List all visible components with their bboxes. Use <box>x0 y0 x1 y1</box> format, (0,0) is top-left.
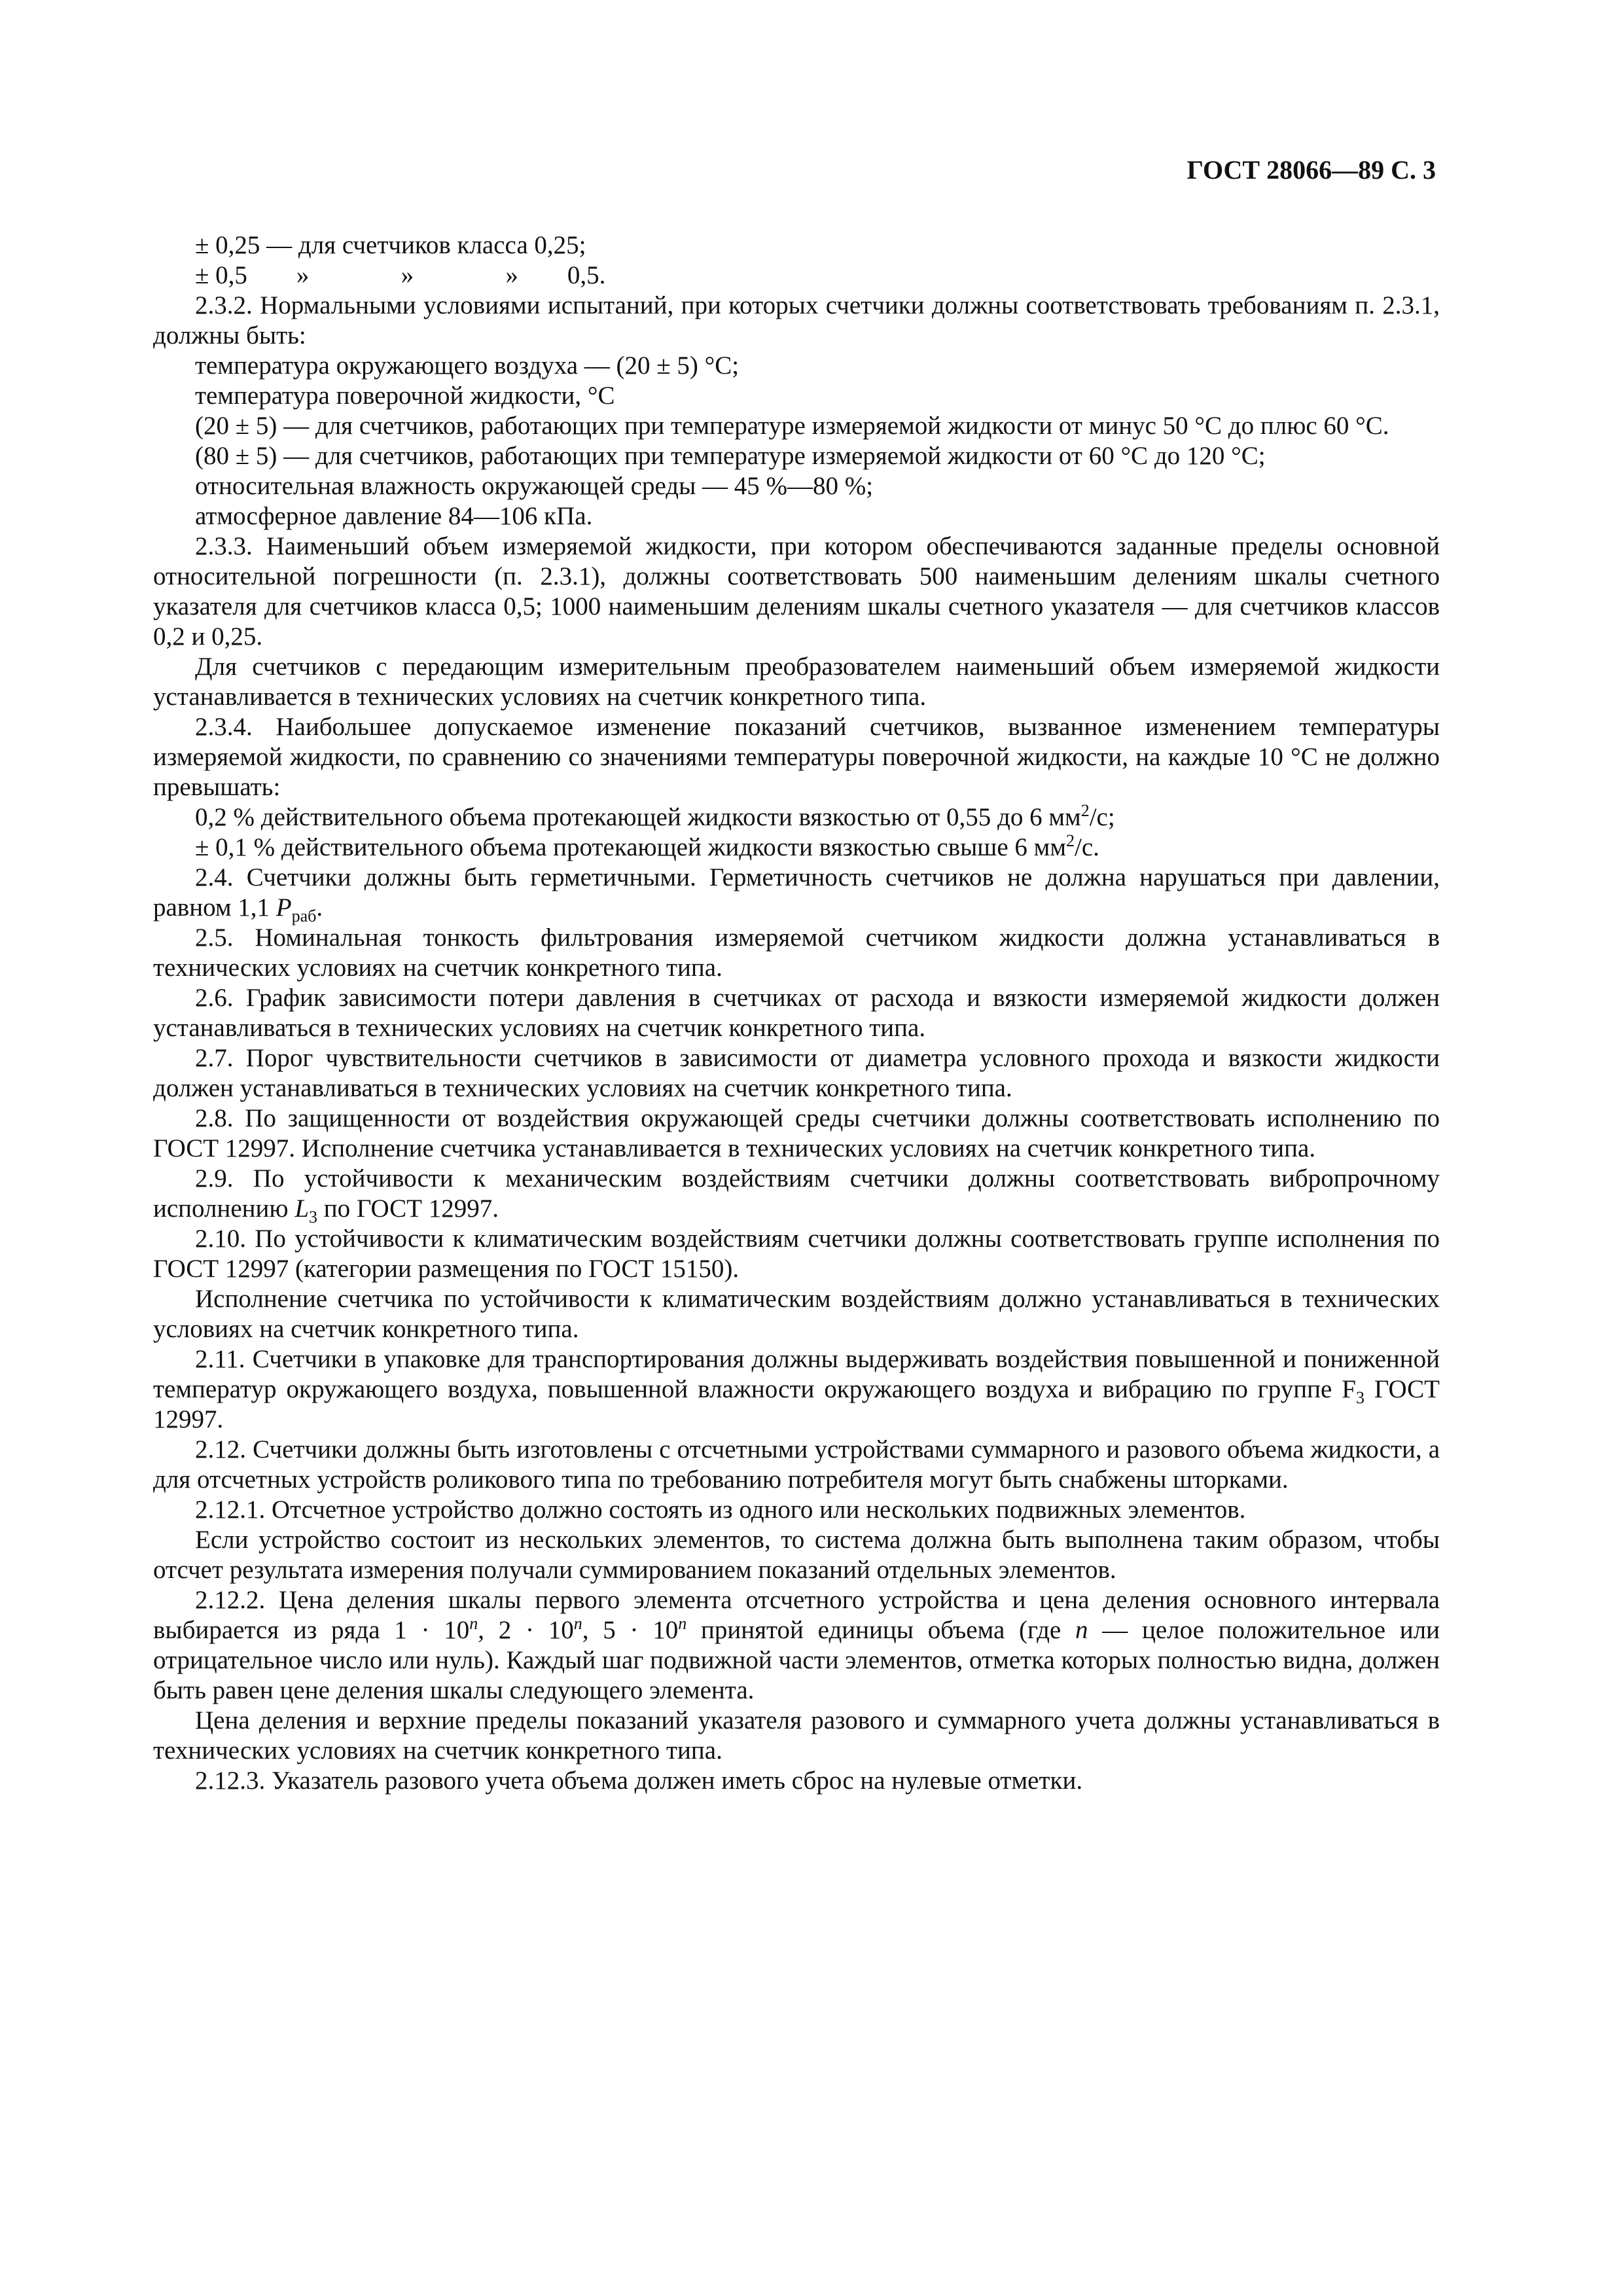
section-number: 2.9. <box>195 1164 234 1193</box>
page-header: ГОСТ 28066—89 С. 3 <box>1186 155 1436 185</box>
paragraph-2-11: 2.11. Счетчики в упаковке для транспортирования должны выдерживать воздействия повышенной и пониженной температур окружающего воздуха, повышенной влажности окружающего воздуха и вибрацию по группе $F_3$ ГОСТ 12997. <box>153 1345 1440 1433</box>
condition-item: температура поверочной жидкости, °С <box>195 382 615 410</box>
paragraph-2-6: 2.6. График зависимости потери давления в счетчиках от расхода и вязкости измеряемой жидкости должен устанавливаться в технических условиях на счетчик конкретного типа. <box>153 984 1440 1042</box>
section-number: 2.5. <box>195 924 234 952</box>
paragraph-2-3-2 <box>153 291 1440 351</box>
section-number: 2.12.1. <box>195 1496 266 1524</box>
condition-item: (20 ± 5) — для счетчиков, работающих при температуре измеряемой жидкости от минус 50 °С до плюс 60 °С. <box>195 412 1389 440</box>
section-number: 2.3.2. <box>195 291 253 319</box>
section-number: 2.11. <box>195 1345 245 1373</box>
paragraph-2-3-3 <box>153 531 1440 652</box>
paragraph-2-10: 2.10. По устойчивости к климатическим воздействиям счетчики должны соответствовать группе исполнения по ГОСТ 12997 (категории размещения по ГОСТ 15150). <box>153 1225 1440 1283</box>
ditto-mark-1: » <box>296 261 310 289</box>
section-number: 2.10. <box>195 1225 246 1253</box>
condition-item: температура окружающего воздуха — (20 ± 5) °С; <box>195 351 740 380</box>
paragraph-2-12-2: 2.12.2. Цена деления шкалы первого элемента отсчетного устройства и цена деления основного интервала выбирается из ряда $1 \cdot 10^n$, $2 \cdot 10^n$, $5 \cdot 10^n$ принятой единицы объема (где n — целое положительное или отрицательное число или нуль). Каждый шаг подвижной части элементов, отметка которых полностью видна, должен быть равен цене деления шкалы следующего элемента. <box>153 1586 1440 1704</box>
section-number: 2.6. <box>195 984 234 1012</box>
paragraph-2-12: 2.12. Счетчики должны быть изготовлены с отсчетными устройствами суммарного и разового объема жидкости, а для отсчетных устройств роликового типа по требованию потребителя могут быть снабжены шторками. <box>153 1435 1440 1494</box>
paragraph-2-3-4 <box>153 712 1440 802</box>
section-number: 2.8. <box>195 1104 234 1132</box>
condition-item: относительная влажность окружающей среды — 45 %—80 %; <box>195 472 874 500</box>
paragraph-2-12-2-cont: Цена деления и верхние пределы показаний указателя разового и суммарного учета должны устанавливаться в технических условиях на счетчик конкретного типа. <box>153 1706 1440 1765</box>
paragraph-2-9: 2.9. По устойчивости к механическим воздействиям счетчики должны соответствовать вибропрочному исполнению $L_3$ по ГОСТ 12997. <box>153 1164 1440 1227</box>
viscosity-item-1: 0,2 % действительного объема протекающей жидкости вязкостью от 0,55 до 6 $мм^2/с$; <box>195 801 1115 831</box>
ditto-mark-3: » <box>505 261 518 289</box>
paragraph-2-4: 2.4. Счетчики должны быть герметичными. Герметичность счетчиков не должна нарушаться при давлении, равном 1,1 $P_{раб}$. <box>153 863 1440 925</box>
section-number: 2.12.3. <box>195 1767 266 1795</box>
class-value: 0,5. <box>567 261 606 289</box>
paragraph-2-12-3: 2.12.3. Указатель разового учета объема должен иметь сброс на нулевые отметки. <box>195 1767 1083 1795</box>
paragraph-text: Наименьший объем измеряемой жидкости, при котором обеспечиваются заданные пределы основной относительной погрешности (п. 2.3.1), должны соответствовать 500 наименьшим делениям шкалы счетного указателя для счетчиков класса 0,5; 1000 наименьшим делениям шкалы счетного указателя — для счетчиков классов 0,2 и 0,25. <box>153 532 1440 651</box>
viscosity-item-2: ± 0,1 % действительного объема протекающей жидкости вязкостью свыше 6 $мм^2/с$. <box>195 831 1099 861</box>
tolerance-line-1: ± 0,25 — для счетчиков класса 0,25; <box>195 231 586 259</box>
paragraph-2-7: 2.7. Порог чувствительности счетчиков в зависимости от диаметра условного прохода и вязкости жидкости должен устанавливаться в технических условиях на счетчик конкретного типа. <box>153 1044 1440 1102</box>
paragraph-2-12-1: 2.12.1. Отсчетное устройство должно состоять из одного или нескольких подвижных элементов. <box>195 1496 1246 1524</box>
paragraph-text: Нормальными условиями испытаний, при которых счетчики должны соответствовать требованиям п. 2.3.1, должны быть: <box>153 291 1440 350</box>
paragraph-2-3-3-cont: Для счетчиков с передающим измерительным преобразователем наименьший объем измеряемой жидкости устанавливается в технических условиях на счетчик конкретного типа. <box>153 653 1440 711</box>
ditto-mark-2: » <box>401 261 414 289</box>
paragraph-2-8: 2.8. По защищенности от воздействия окружающей среды счетчики должны соответствовать исполнению по ГОСТ 12997. Исполнение счетчика устанавливается в технических условиях на счетчик конкретного типа. <box>153 1104 1440 1162</box>
section-number: 2.12.2. <box>195 1586 266 1614</box>
condition-item: (80 ± 5) — для счетчиков, работающих при температуре измеряемой жидкости от 60 °С до 120 °С; <box>195 442 1266 470</box>
paragraph-2-10-cont: Исполнение счетчика по устойчивости к климатическим воздействиям должно устанавливаться в технических условиях на счетчик конкретного типа. <box>153 1285 1440 1343</box>
section-number: 2.12. <box>195 1435 246 1463</box>
section-number: 2.4. <box>195 863 234 891</box>
paragraph-2-12-1-cont: Если устройство состоит из нескольких элементов, то система должна быть выполнена таким образом, чтобы отсчет результата измерения получали суммированием показаний отдельных элементов. <box>153 1526 1440 1584</box>
paragraph-text: Наибольшее допускаемое изменение показаний счетчиков, вызванное изменением температуры измеряемой жидкости, по сравнению со значениями температуры поверочной жидкости, на каждые 10 °С не должно превышать: <box>153 713 1440 801</box>
section-number: 2.3.4. <box>195 713 253 741</box>
paragraph-2-5: 2.5. Номинальная тонкость фильтрования измеряемой счетчиком жидкости должна устанавливаться в технических условиях на счетчик конкретного типа. <box>153 924 1440 982</box>
document-body <box>153 230 1440 1796</box>
section-number: 2.3.3. <box>195 532 253 560</box>
tolerance-line-2 <box>153 260 1440 291</box>
section-number: 2.7. <box>195 1044 234 1072</box>
condition-item: атмосферное давление 84—106 кПа. <box>195 502 593 530</box>
tolerance-value: ± 0,5 <box>195 261 247 289</box>
